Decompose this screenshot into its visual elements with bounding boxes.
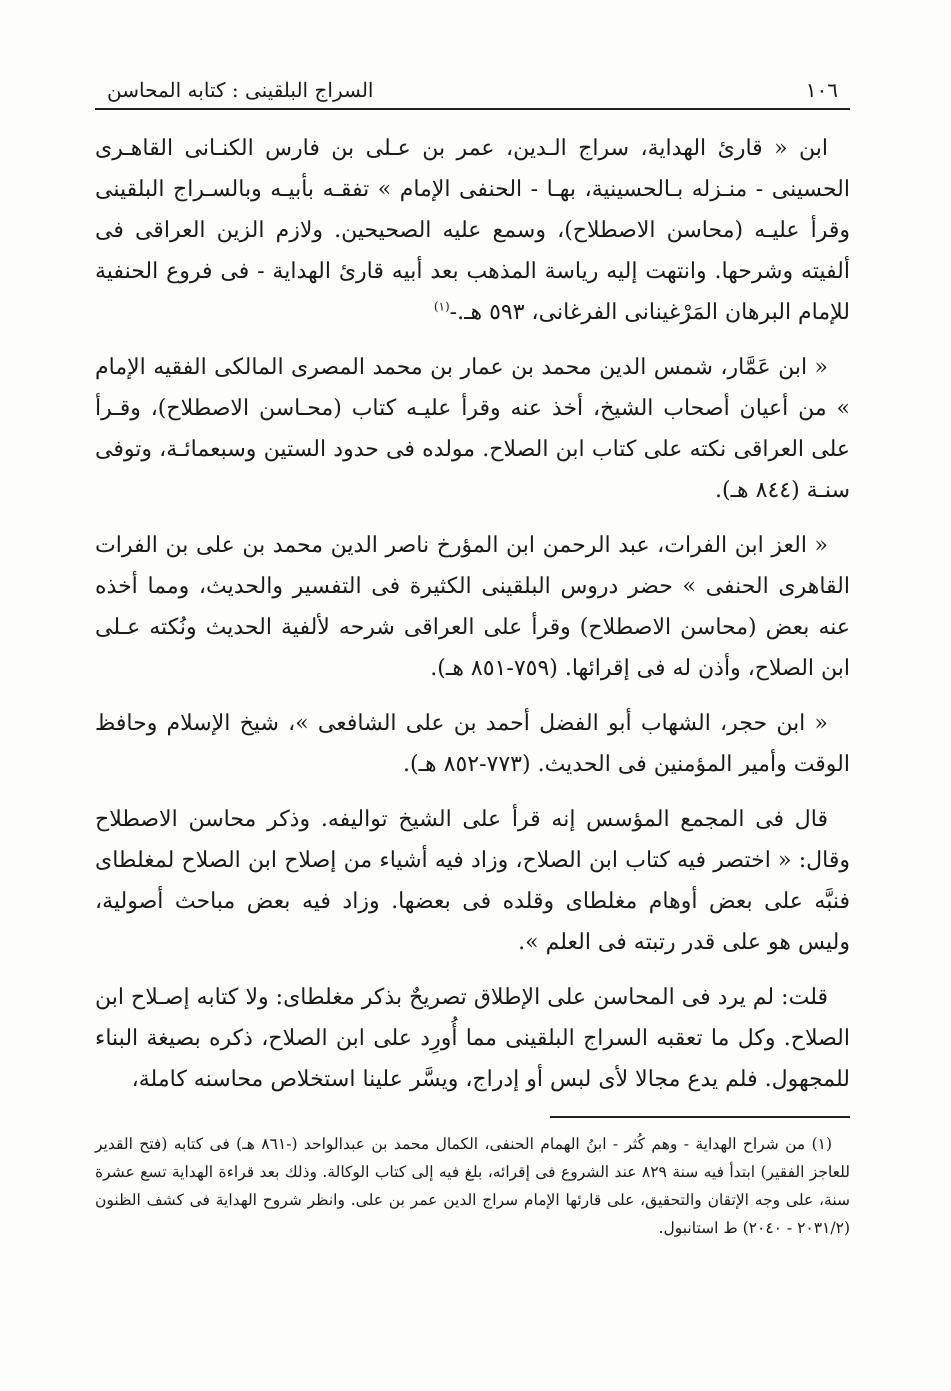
- paragraph: « ابن حجر، الشهاب أبو الفضل أحمد بن على الشافعى »، شيخ الإسلام وحافظ الوقت وأمير المؤمنين فى الحديث. (٧٧٣-٨٥٢ هـ).: [95, 711, 850, 777]
- footnotes: [95, 1130, 850, 1242]
- footnote-reference: (١): [433, 299, 450, 314]
- book-page: [95, 78, 850, 1242]
- main-text: [95, 128, 850, 1100]
- footnote-text: (١) من شراح الهداية - وهم كُثر - ابنُ الهمام الحنفى، الكمال محمد بن عبدالواحد (-٨٦١ هـ) فى كتابه (فتح القدير للعاجز الفقير) ابتدأ فيه سنة ٨٢٩ عند الشروع فى إقرائه، بلغ فيه إلى كتاب الوكالة. وذلك بعد قراءة الهداية تسع عشرة سنة، على وجه الإتقان والتحقيق، على قارئها الإمام سراج الدين عمر بن على. وانظر شروح الهداية فى كشف الظنون (٢٠٣١/٢ - ٢٠٤٠) ط استانبول.: [95, 1135, 851, 1237]
- paragraph: [95, 128, 850, 333]
- footnote: [95, 1130, 850, 1242]
- paragraph: قال فى المجمع المؤسس إنه قرأ على الشيخ تواليفه. وذكر محاسن الاصطلاح وقال: « اختصر فيه كتاب ابن الصلاح، وزاد فيه أشياء من إصلاح ابن الصلاح لمغلطاى فنبَّه على بعض أوهام مغلطاى وقلده فى بعضها. وزاد فيه بعض مباحث أصولية، وليس هو على قدر رتبته فى العلم ».: [95, 807, 850, 955]
- paragraph: « العز ابن الفرات، عبد الرحمن ابن المؤرخ ناصر الدين محمد بن على بن الفرات القاهرى الحنفى » حضر دروس البلقينى الكثيرة فى التفسير والحديث، ومما أخذه عنه بعض (محاسن الاصطلاح) وقرأ على العراقى شرحه لألفية الحديث ونُكته عـلى ابن الصلاح، وأذن له فى إقرائها. (٧٥٩-٨٥١ هـ).: [95, 533, 850, 681]
- paragraph-text: ابن « قارئ الهداية، سراج الـدين، عمر بن عـلى بن فارس الكنـانى القاهـرى الحسينى - منـزله بـالحسينية، بهـا - الحنفى الإمام » تفقـه بأبيـه وبالسـراج البلقينى وقرأ عليـه (محاسن الاصطلاح)، وسمع عليه الصحيحين. ولازم الزين العراقى فى ألفيته وشرحها. وانتهت إليه رياسة المذهب بعد أبيه قارئ الهداية - فى فروع الحنفية للإمام البرهان المَرْغينانى الفرغانى، ٥٩٣ هـ.-: [95, 136, 850, 325]
- running-title: السراج البلقينى : كتابه المحاسن: [107, 78, 374, 102]
- running-header: [95, 78, 850, 110]
- paragraph: « ابن عَمَّار، شمس الدين محمد بن عمار بن محمد المصرى المالكى الفقيه الإمام » من أعيان أصحاب الشيخ، أخذ عنه وقرأ عليـه كتاب (محـاسن الاصطلاح)، وقـرأ على العراقى نكته على كتاب ابن الصلاح. مولده فى حدود الستين وسبعمائـة، وتوفى سنـة (٨٤٤ هـ).: [95, 355, 850, 503]
- paragraph: قلت: لم يرد فى المحاسن على الإطلاق تصريحٌ بذكر مغلطاى: ولا كتابه إصـلاح ابن الصلاح. وكل ما تعقبه السراج البلقينى مما أُورِد على ابن الصلاح، ذكره بصيغة البناء للمجهول. فلم يدع مجالا لأى لبس أو إدراج، ويسَّر علينا استخلاص محاسنه كاملة،: [95, 985, 850, 1092]
- page-number: ١٠٦: [805, 78, 838, 102]
- footnote-divider: [550, 1116, 850, 1118]
